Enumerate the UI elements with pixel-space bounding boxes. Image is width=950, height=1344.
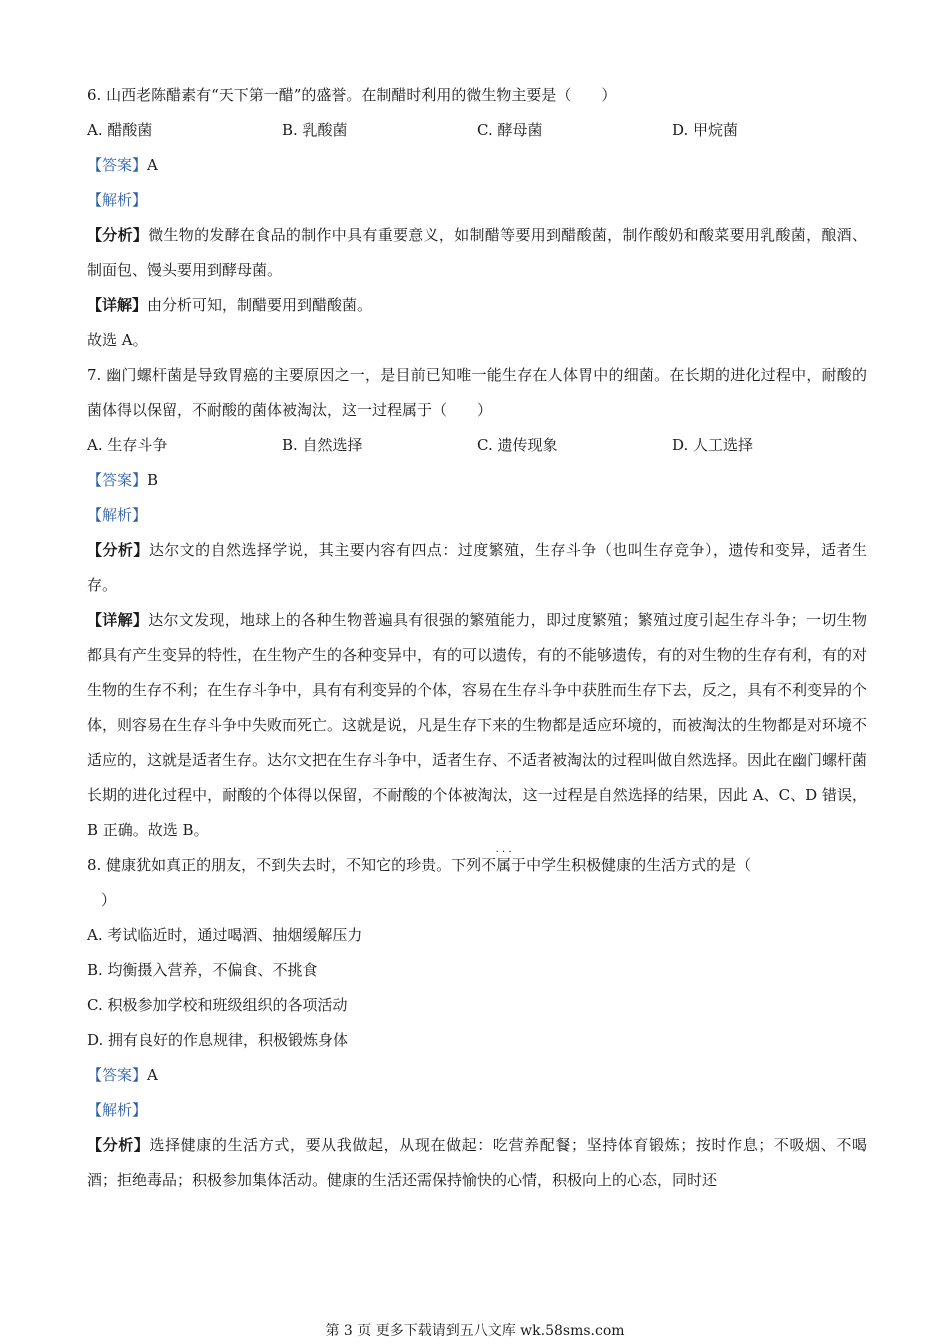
analysis-tag: 【解析】: [87, 1101, 148, 1119]
document-body: [87, 78, 867, 1198]
question-7-options: [87, 428, 867, 463]
conclusion: 故选 A。: [87, 331, 148, 349]
fenxi-paragraph: [87, 533, 867, 603]
answer-line: [87, 148, 867, 183]
option-a: A. 考试临近时，通过喝酒、抽烟缓解压力: [87, 926, 363, 944]
option-d: D. 甲烷菌: [672, 121, 739, 139]
answer-tag: 【答案】: [87, 471, 148, 489]
question-8-stem-start: 8. 健康犹如真正的朋友，不到失去时，不知它的珍贵。下列: [87, 856, 482, 874]
option-b: B. 均衡摄入营养，不偏食、不挑食: [87, 961, 318, 979]
answer-value: B: [147, 471, 159, 489]
emphasis-text: [481, 847, 527, 874]
option-a: A. 生存斗争: [87, 436, 168, 454]
fenxi-tag: 【分析】: [87, 1136, 150, 1154]
question-7-stem: 7. 幽门螺杆菌是导致胃癌的主要原因之一，是目前已知唯一能生存在人体胃中的细菌。在长期的进化过程中，耐酸的菌体得以保留，不耐酸的菌体被淘汰，这一过程属于（ ）: [87, 366, 867, 419]
answer-value: A: [147, 156, 158, 174]
option-c: C. 酵母菌: [477, 121, 543, 139]
answer-tag: 【答案】: [87, 1066, 148, 1084]
fenxi-tag: 【分析】: [87, 541, 149, 559]
option-c: C. 遗传现象: [477, 436, 558, 454]
fenxi-text: 选择健康的生活方式，要从我做起，从现在做起：吃营养配餐；坚持体育锻炼；按时作息；不吸烟、不喝酒；拒绝毒品；积极参加集体活动。健康的生活还需保持愉快的心情，积极向上的心态，同时还: [87, 1136, 867, 1189]
option-d: D. 拥有良好的作息规律，积极锻炼身体: [87, 1031, 349, 1049]
xiangjie-tag: 【详解】: [87, 611, 149, 629]
answer-line: [87, 463, 867, 498]
question-6-options: [87, 113, 867, 148]
fenxi-tag: 【分析】: [87, 226, 149, 244]
option-a: A. 醋酸菌: [87, 121, 153, 139]
question-6-stem: 6. 山西老陈醋素有“天下第一醋”的盛誉。在制醋时利用的微生物主要是（ ）: [87, 86, 617, 104]
xiangjie-paragraph: [87, 603, 867, 848]
analysis-heading: [87, 183, 867, 218]
fenxi-paragraph: [87, 218, 867, 288]
answer-tag: 【答案】: [87, 156, 148, 174]
fenxi-text: 达尔文的自然选择学说，其主要内容有四点：过度繁殖，生存斗争（也叫生存竞争），遗传和变异，适者生存。: [87, 541, 867, 594]
xiangjie-tag: 【详解】: [87, 296, 148, 314]
fenxi-paragraph: [87, 1128, 867, 1198]
emphasis-word: 不属于: [481, 856, 527, 874]
analysis-heading: [87, 1093, 867, 1128]
question-8-stem: [87, 848, 867, 883]
fenxi-text: 微生物的发酵在食品的制作中具有重要意义，如制醋等要用到醋酸菌，制作酸奶和酸菜要用乳酸菌，酿酒、制面包、馒头要用到酵母菌。: [87, 226, 867, 279]
answer-value: A: [147, 1066, 158, 1084]
analysis-tag: 【解析】: [87, 191, 148, 209]
option-d: D. 人工选择: [672, 436, 754, 454]
option-c: C. 积极参加学校和班级组织的各项活动: [87, 996, 348, 1014]
xiangjie-text: 由分析可知，制醋要用到醋酸菌。: [147, 296, 373, 314]
answer-line: [87, 1058, 867, 1093]
analysis-heading: [87, 498, 867, 533]
xiangjie-text: 达尔文发现，地球上的各种生物普遍具有很强的繁殖能力，即过度繁殖；繁殖过度引起生存斗争；一切生物都具有产生变异的特性，在生物产生的各种变异中，有的可以遗传，有的不能够遗传，有的对生物的生存有利，有的对生物的生存不利；在生存斗争中，具有有利变异的个体，容易在生存斗争中获胜而生存下去，反之，具有不利变异的个体，则容易在生存斗争中失败而死亡。这就是说，凡是生存下来的生物都是适应环境的，而被淘汰的生物都是对环境不适应的，这就是适者生存。达尔文把在生存斗争中，适者生存、不适者被淘汰的过程叫做自然选择。因此在幽门螺杆菌长期的进化过程中，耐酸的个体得以保留，不耐酸的个体被淘汰，这一过程是自然选择的结果，因此 A、C、D 错误，B 正确。故选 B。: [87, 611, 868, 839]
question-8-stem-end: 中学生积极健康的生活方式的是（: [526, 856, 752, 874]
option-b: B. 自然选择: [282, 436, 363, 454]
analysis-tag: 【解析】: [87, 506, 148, 524]
emphasis-dots: · · ·: [495, 847, 512, 858]
question-8-stem-close: ）: [101, 891, 117, 909]
page-footer: 第 3 页 更多下载请到五八文库 wk.58sms.com: [325, 1323, 625, 1339]
option-b: B. 乳酸菌: [282, 121, 348, 139]
xiangjie-paragraph: [87, 288, 867, 323]
